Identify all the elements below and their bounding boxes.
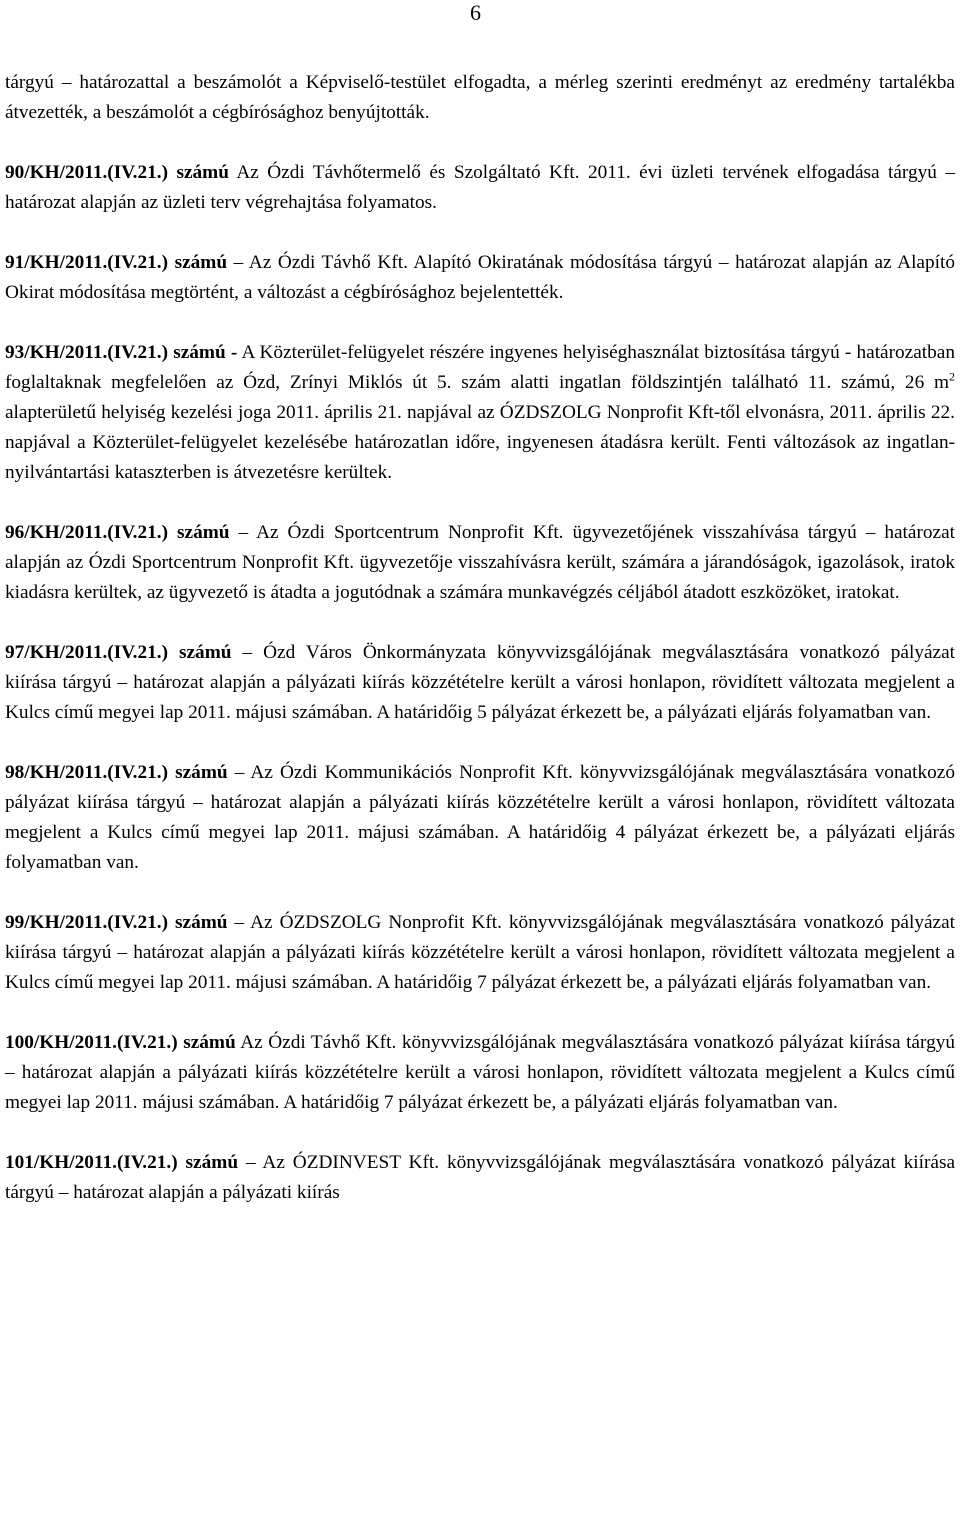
paragraph-text-continued: alapterületű helyiség kezelési joga 2011. április 21. napjával az ÓZDSZOLG Nonprofit Kft-től elvonásra, 2011. április 22. napjával a Közterület-felügyelet kezelésébe határozatlan időre, ingyenesen átadásra került. Fenti változások az ingatlan-nyilvántartási kataszterben is átvezetésre kerültek.: [5, 402, 955, 483]
document-body: [5, 68, 955, 1208]
resolution-reference: 100/KH/2011.(IV.21.) számú: [5, 1032, 236, 1053]
resolution-reference: 98/KH/2011.(IV.21.) számú: [5, 762, 228, 783]
superscript-exponent: 2: [949, 369, 955, 384]
resolution-reference: 90/KH/2011.(IV.21.) számú: [5, 162, 229, 183]
paragraph-text: Az Ózdi Távhő Kft. könyvvizsgálójának megválasztására vonatkozó pályázat kiírása tárgyú – határozat alapján a pályázati kiírás közzétételre került a városi honlapon, rövidített változata megjelent a Kulcs című megyei lap 2011. májusi számában. A határidőig 7 pályázat érkezett be, a pályázati eljárás folyamatban van.: [5, 1032, 955, 1113]
paragraph-text: – Az ÓZDSZOLG Nonprofit Kft. könyvvizsgálójának megválasztására vonatkozó pályázat kiírása tárgyú – határozat alapján a pályázati kiírás közzétételre került a városi honlapon, rövidített változata megjelent a Kulcs című megyei lap 2011. májusi számában. A határidőig 7 pályázat érkezett be, a pályázati eljárás folyamatban van.: [5, 912, 956, 993]
resolution-reference: 101/KH/2011.(IV.21.) számú: [5, 1152, 239, 1173]
paragraph-text: A Közterület-felügyelet részére ingyenes helyiséghasználat biztosítása tárgyú - határozatban foglaltaknak megfelelően az Ózd, Zrínyi Miklós út 5. szám alatti ingatlan földszintjén található 11. számú, 26 m: [5, 342, 955, 393]
paragraph-text: tárgyú – határozattal a beszámolót a Képviselő-testület elfogadta, a mérleg szerinti eredményt az eredmény tartalékba átvezették, a beszámolót a cégbírósághoz benyújtották.: [5, 72, 955, 123]
resolution-reference: 93/KH/2011.(IV.21.) számú -: [5, 342, 238, 363]
resolution-reference: 96/KH/2011.(IV.21.) számú: [5, 522, 230, 543]
paragraph-continuation: [5, 68, 955, 128]
paragraph-97-kh: [5, 638, 955, 728]
resolution-reference: 99/KH/2011.(IV.21.) számú: [5, 912, 228, 933]
paragraph-text: – Az Ózdi Kommunikációs Nonprofit Kft. könyvvizsgálójának megválasztására vonatkozó pályázat kiírása tárgyú – határozat alapján a pályázati kiírás közzétételre került a városi honlapon, rövidített változata megjelent a Kulcs című megyei lap 2011. májusi számában. A határidőig 4 pályázat érkezett be, a pályázati eljárás folyamatban van.: [5, 762, 955, 873]
paragraph-text: Az Ózdi Távhőtermelő és Szolgáltató Kft. 2011. évi üzleti tervének elfogadása tárgyú – határozat alapján az üzleti terv végrehajtása folyamatos.: [5, 162, 955, 213]
paragraph-96-kh: [5, 518, 955, 608]
paragraph-91-kh: [5, 248, 955, 308]
paragraph-text: – Ózd Város Önkormányzata könyvvizsgálójának megválasztására vonatkozó pályázat kiírása tárgyú – határozat alapján a pályázati kiírás közzétételre került a városi honlapon, rövidített változata megjelent a Kulcs című megyei lap 2011. májusi számában. A határidőig 5 pályázat érkezett be, a pályázati eljárás folyamatban van.: [5, 642, 955, 723]
paragraph-90-kh: [5, 158, 955, 218]
paragraph-98-kh: [5, 758, 955, 878]
resolution-reference: 97/KH/2011.(IV.21.) számú: [5, 642, 232, 663]
paragraph-text: – Az ÓZDINVEST Kft. könyvvizsgálójának megválasztására vonatkozó pályázat kiírása tárgyú – határozat alapján a pályázati kiírás: [5, 1152, 955, 1203]
paragraph-text: – Az Ózdi Távhő Kft. Alapító Okiratának módosítása tárgyú – határozat alapján az Alapító Okirat módosítása megtörtént, a változást a cégbírósághoz bejelentették.: [5, 252, 955, 303]
page-number: 6: [470, 0, 481, 25]
paragraph-99-kh: [5, 908, 955, 998]
paragraph-100-kh: [5, 1028, 955, 1118]
resolution-reference: 91/KH/2011.(IV.21.) számú: [5, 252, 228, 273]
paragraph-93-kh: [5, 338, 955, 488]
paragraph-101-kh: [5, 1148, 955, 1208]
paragraph-text: – Az Ózdi Sportcentrum Nonprofit Kft. ügyvezetőjének visszahívása tárgyú – határozat alapján az Ózdi Sportcentrum Nonprofit Kft. ügyvezetője visszahívásra került, számára a járandóságok, igazolások, iratok kiadásra kerültek, az ügyvezető is átadta a jogutódnak a számára munkavégzés céljából átadott eszközöket, iratokat.: [5, 522, 956, 603]
